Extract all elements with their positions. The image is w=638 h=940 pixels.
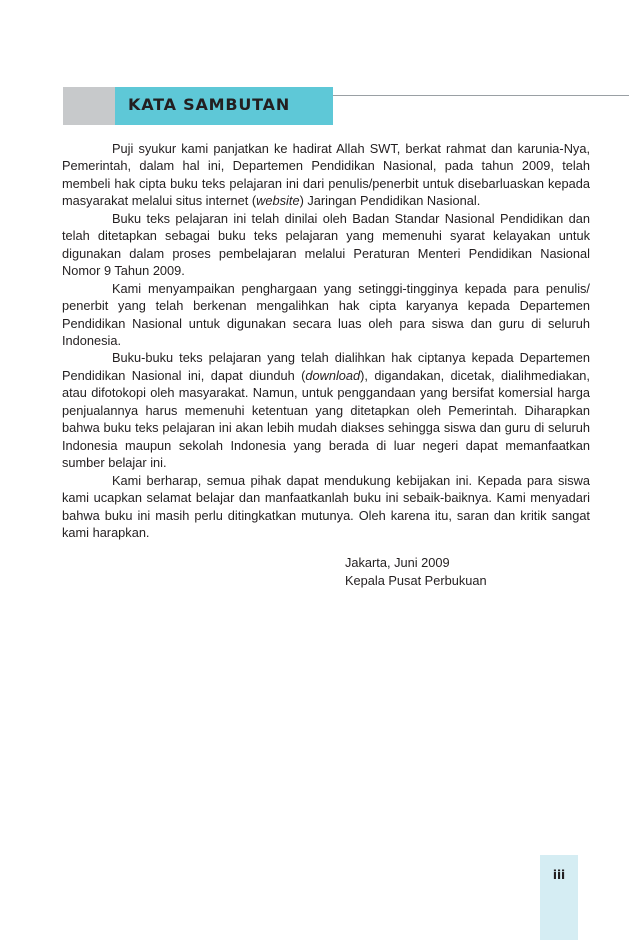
paragraph-1 xyxy=(62,140,590,210)
header-grey-block xyxy=(63,87,115,125)
paragraph-4-text-b: ), digandakan, dicetak, dialihmediakan, atau difotokopi oleh masyarakat. Namun, untuk penggandaan yang bersifat komersial harga penjualannya harus memenuhi ketentuan yang ditetapkan oleh Pemerintah. Diharapkan bahwa buku teks pelajaran ini akan lebih mudah diakses sehingga siswa dan guru di seluruh Indonesia maupun sekolah Indonesia yang berada di luar negeri dapat memanfaatkan sumber belajar ini. xyxy=(62,367,590,471)
header-rule xyxy=(333,95,629,96)
page-number: iii xyxy=(552,868,566,882)
page-title: KATA SAMBUTAN xyxy=(128,95,291,114)
paragraph-1-text-a: Puji syukur kami panjatkan ke hadirat Allah SWT, berkat rahmat dan karunia-Nya, Pemerintah, dalam hal ini, Departemen Pendidikan Nasional, pada tahun 2009, telah membeli hak cipta buku teks pelajaran ini dari penulis/penerbit untuk disebarluaskan kepada masyarakat melalui situs internet ( xyxy=(62,141,590,209)
paragraph-3: Kami menyampaikan penghargaan yang setinggi-tingginya kepada para penulis/ penerbit yang telah berkenan mengalihkan hak cipta karyanya kepada Departemen Pendidikan Nasional untuk digunakan secara luas oleh para siswa dan guru di seluruh Indonesia. xyxy=(62,280,590,348)
signature-place-date: Jakarta, Juni 2009 xyxy=(345,555,450,570)
paragraph-4-text-a: Buku-buku teks pelajaran yang telah dialihkan hak ciptanya kepada Departemen Pendidikan Nasional ini, dapat diunduh ( xyxy=(62,350,590,383)
foreword-body xyxy=(62,140,590,541)
signature-block xyxy=(345,554,487,589)
paragraph-4 xyxy=(62,349,590,471)
signature-position: Kepala Pusat Perbukuan xyxy=(345,572,487,588)
paragraph-1-text-b: ) Jaringan Pendidikan Nasional. xyxy=(299,193,481,209)
paragraph-1-italic: website xyxy=(256,193,300,209)
paragraph-2: Buku teks pelajaran ini telah dinilai oleh Badan Standar Nasional Pendidikan dan telah ditetapkan sebagai buku teks pelajaran yang memenuhi syarat kelayakan untuk digunakan dalam proses pembelajaran melalui Peraturan Menteri Pendidikan Nasional Nomor 9 Tahun 2009. xyxy=(62,210,590,279)
paragraph-5: Kami berharap, semua pihak dapat mendukung kebijakan ini. Kepada para siswa kami ucapkan selamat belajar dan manfaatkanlah buku ini sebaik-baiknya. Kami menyadari bahwa buku ini masih perlu ditingkatkan mutunya. Oleh karena itu, saran dan kritik sangat kami harapkan. xyxy=(62,472,590,540)
paragraph-4-italic: download xyxy=(305,367,361,383)
